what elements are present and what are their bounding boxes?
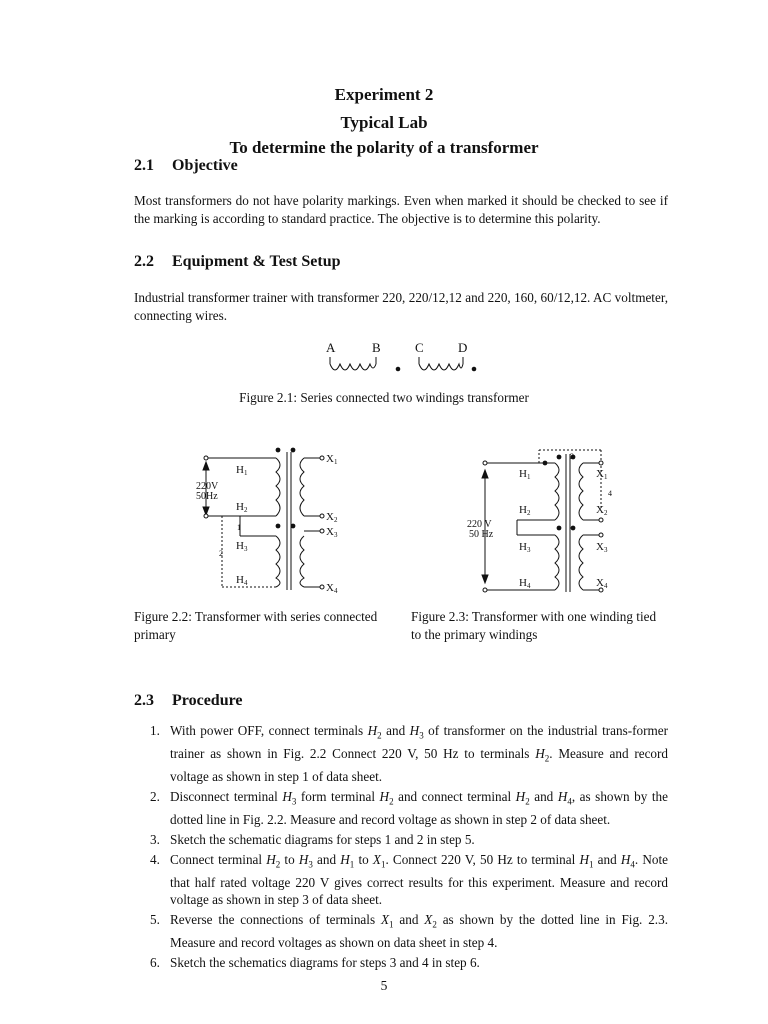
polarity-dot [291,524,296,529]
polarity-dot [571,526,576,531]
lab-type: Typical Lab [340,113,428,132]
step-text: , as shown by the dotted line in Fig. 2.2. Measure and record voltage as shown in step 2 of data sheet. [170,789,668,828]
step-text: to [354,851,373,867]
meter-label: 1 [237,523,241,532]
terminal-label: D [458,340,468,355]
section-number: 2.3 [134,692,154,709]
figure1-caption: Figure 2.1: Series connected two windings transformer [239,390,529,405]
polarity-dot [291,448,296,453]
terminal-ref: $H_3$ [298,851,313,870]
step-text: and [529,789,558,804]
step-text: of transformer on the industrial trans-former trainer as shown in Fig. 2.2 Connect 220 V, 50 Hz to terminals [170,723,668,762]
meter-label: 2 [219,549,223,558]
terminal-x1: X1 [326,453,338,466]
procedure-step [134,851,668,909]
winding-coil [330,364,376,370]
step-text: as shown by the dotted line in Fig. 2.3. Measure and record voltages as shown on data sheet in step 4. [170,912,668,951]
terminal-ref: $H_4$ [557,789,572,807]
terminal-ref: $X_1$ [380,912,394,930]
step-text: to [280,851,299,867]
polarity-dot [557,455,562,460]
step-text: Connect terminal [170,851,267,867]
step-text: and connect terminal [393,789,516,804]
primary-winding [555,463,559,520]
terminal-h1: H1 [236,464,248,477]
meter-label: 3 [570,452,574,461]
source-frequency: 50 Hz [469,529,494,540]
procedure-list [134,722,668,974]
objective-text: Most transformers do not have polarity markings. Even when marked it should be checked to see if the marking is according to standard practice. The objective is to determine this polarity. [134,193,668,226]
primary-winding [276,458,280,516]
figure2-caption: Figure 2.2: Transformer with series connected primary [134,609,378,642]
terminal-ref: $X_1$ [372,851,386,870]
source-voltage: 220 V [467,519,492,530]
terminal-x2: X2 [596,504,608,517]
step-text: . Note that half rated voltage 220 V gives correct results for this experiment. Measure and record voltage as shown in step 3 of data sheet. [170,851,668,908]
primary-winding [276,536,280,587]
section-number: 2.1 [134,157,154,174]
terminal-ref: $H_4$ [620,851,635,870]
experiment-title: Experiment 2 [334,85,434,104]
procedure-step [134,722,668,786]
polarity-dot [276,448,281,453]
terminal-h3: H3 [519,541,531,554]
terminal-x3: X3 [596,541,608,554]
equipment-text: Industrial transformer trainer with transformer 220, 220/12,12 and 220, 160, 60/12,12. AC voltmeter, connecting wires. [134,290,668,323]
step-number: 1. [150,723,160,738]
procedure-step [134,911,668,951]
section-equipment-heading [134,253,341,271]
terminal-ref: $H_1$ [579,851,594,870]
step-text: Sketch the schematics diagrams for steps 3 and 4 in step 6. [170,955,480,971]
step-text: and [381,723,410,738]
section-procedure-heading [134,692,243,710]
step-number: 5. [150,912,160,928]
section-title: Procedure [172,692,243,709]
step-text: . Measure and record voltage as shown in step 1 of data sheet. [170,746,669,785]
polarity-dot [276,524,281,529]
polarity-dot [543,461,548,466]
experiment-aim: To determine the polarity of a transformer [229,138,539,157]
terminal-ref: $H_2$ [515,789,530,807]
step-number: 2. [150,789,160,804]
figure-tied-winding [465,440,635,600]
terminal-ref: $X_2$ [424,912,437,930]
terminal-ref: $H_1$ [340,851,355,870]
terminal-h4: H4 [236,574,248,587]
terminal-x3: X3 [326,526,338,539]
terminal-ref: $H_2$ [535,746,550,764]
terminal-x4: X4 [326,582,338,595]
terminal-x4: X4 [596,577,608,590]
procedure-step [134,831,668,848]
terminal-ref: $H_3$ [282,789,297,807]
page-number: 5 [380,978,388,993]
terminal-x2: X2 [326,511,338,524]
secondary-winding [300,536,304,587]
section-title: Equipment & Test Setup [172,253,341,270]
step-text: Sketch the schematic diagrams for steps 1 and 2 in step 5. [170,831,475,847]
terminal-h1: H1 [519,468,531,481]
figure3-caption: Figure 2.3: Transformer with one winding tied to the primary windings [411,609,657,642]
terminal-h4: H4 [519,577,531,590]
terminal-ref: $H_3$ [409,723,424,741]
step-text: and [393,912,425,928]
source-frequency: 50Hz [196,491,218,502]
terminal-h3: H3 [236,540,248,553]
secondary-winding [579,535,583,590]
terminal-h2: H2 [236,501,248,514]
step-text: form terminal [296,789,380,804]
procedure-step [134,788,668,828]
polarity-dot [396,367,401,372]
polarity-dot [557,526,562,531]
meter-label: 4 [608,489,612,498]
step-number: 6. [150,955,160,971]
terminal-ref: $H_2$ [266,851,281,870]
terminal-label: C [415,340,424,355]
terminal-ref: $H_2$ [379,789,394,807]
primary-winding [555,535,559,590]
step-text: Disconnect terminal [170,789,283,804]
procedure-step [134,954,668,971]
step-text: and [312,851,341,867]
step-text: With power OFF, connect terminals [170,723,368,738]
step-text: Reverse the connections of terminals [170,912,381,928]
terminal-label: B [372,340,381,355]
terminal-h2: H2 [519,504,531,517]
figure-series-windings [318,338,478,384]
terminal-label: A [326,340,336,355]
step-text: . Connect 220 V, 50 Hz to terminal [385,851,580,867]
section-number: 2.2 [134,253,154,270]
source-voltage: 220V [196,481,219,492]
secondary-winding [300,458,304,516]
step-number: 4. [150,851,160,867]
section-title: Objective [172,157,238,174]
winding-coil [419,364,463,370]
figure-series-primary [190,440,360,600]
terminal-ref: $H_2$ [367,723,382,741]
step-text: and [593,851,621,867]
polarity-dot [472,367,477,372]
step-number: 3. [150,831,160,847]
secondary-winding [579,463,583,520]
section-objective-heading [134,157,238,175]
terminal-x1: X1 [596,468,608,481]
